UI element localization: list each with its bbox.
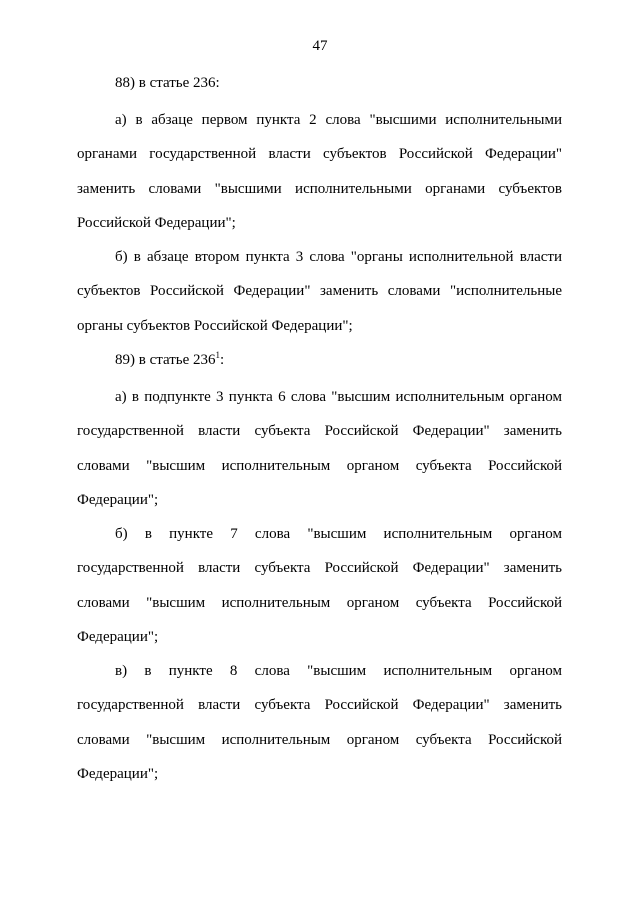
item-88-heading: 88) в статье 236: (115, 75, 220, 91)
item-88-subpoint-a: а) в абзаце первом пункта 2 слова "высшими исполнительными органами государственной власти субъектов Российской Федерации" заменить словами "высшими исполнительными органами субъектов Российской Федерации"; (77, 112, 562, 231)
item-89-subpoint-v: в) в пункте 8 слова "высшим исполнительным органом государственной власти субъекта Российской Федерации" заменить словами "высшим исполнительным органом субъекта Российской Федерации"; (77, 663, 562, 782)
item-89-subpoint-a: а) в подпункте 3 пункта 6 слова "высшим исполнительным органом государственной власти субъекта Российской Федерации" заменить словами "высшим исполнительным органом субъекта Российской Федерации"; (77, 389, 562, 508)
item-89-heading (77, 343, 562, 377)
item-89-subpoint-b: б) в пункте 7 слова "высшим исполнительным органом государственной власти субъекта Российской Федерации" заменить словами "высшим исполнительным органом субъекта Российской Федерации"; (77, 526, 562, 645)
item-89-heading-text: 89) в статье 236 (115, 352, 216, 368)
item-89-heading-colon: : (220, 352, 225, 368)
page-number: 47 (312, 38, 328, 54)
item-88-subpoint-b: б) в абзаце втором пункта 3 слова "органы исполнительной власти субъектов Российской Федерации" заменить словами "исполнительные органы субъектов Российской Федерации"; (77, 249, 562, 334)
item-89-superscript: 1 (215, 350, 221, 360)
